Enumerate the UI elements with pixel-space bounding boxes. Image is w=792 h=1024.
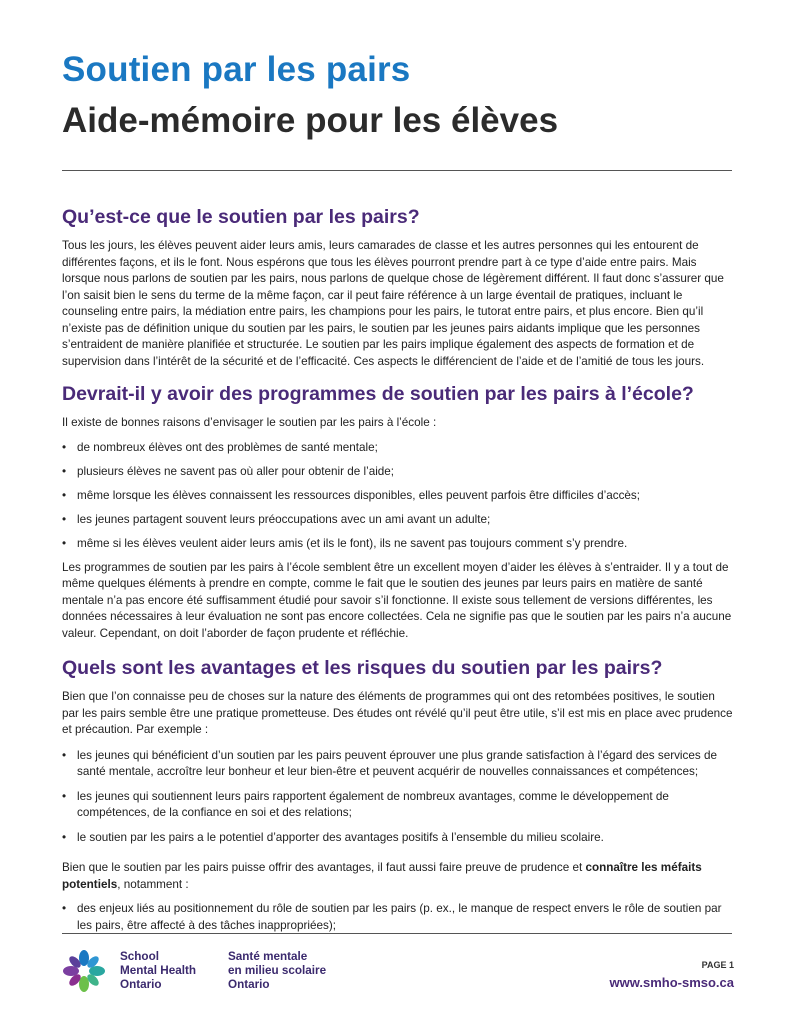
benefits-list [62,748,734,847]
list-item: • des enjeux liés au positionnement du rôle de soutien par les pairs (p. ex., le manque de respect envers le rôle de soutien par les pairs, être affecté à des tâches inappropriées); [62,902,722,932]
list-item: • même si les élèves veulent aider leurs amis (et ils le font), ils ne savent pas toujours comment s’y prendre. [62,536,734,553]
bullet: • [62,902,67,915]
section-heading: Devrait-il y avoir des programmes de soutien par les pairs à l’école? [62,383,694,405]
bullet: • [62,440,67,454]
page-subtitle: Aide-mémoire pour les élèves [62,101,559,140]
section-school-programs [62,382,734,642]
section-heading: Qu’est-ce que le soutien par les pairs? [62,206,420,228]
smho-logo-icon [62,949,106,993]
bullet: • [62,512,67,526]
footer [62,947,734,997]
bullet: • [62,536,67,550]
website-link[interactable]: www.smho-smso.ca [609,975,734,990]
bullet: • [62,464,67,478]
list-item: • même lorsque les élèves connaissent les ressources disponibles, elles peuvent parfois être difficiles d’accès; [62,488,734,505]
header-divider [62,170,732,171]
risks-list [62,901,734,934]
section-what-is-peer-support [62,205,734,370]
section-intro: Bien que l’on connaisse peu de choses sur la nature des éléments de programmes qui ont des retombées positives, le soutien par les pairs semble être une pratique prometteuse. Des études ont révélé qu’il peut être utile, s’il est mis en place avec prudence et précaution. Par exemple : [62,690,733,736]
risks-intro: Bien que le soutien par les pairs puisse offrir des avantages, il faut aussi faire preuve de prudence et connaître les méfaits potentiels, notamment : [62,861,702,891]
list-item: • les jeunes qui soutiennent leurs pairs rapportent également de nombreux avantages, comme le développement de compétences, de la confiance en soi et des relations; [62,789,669,819]
section-benefits-risks [62,656,734,934]
bullet: • [62,830,67,844]
main-content [62,205,734,934]
section-heading: Quels sont les avantages et les risques du soutien par les pairs? [62,657,663,679]
section-paragraph: Tous les jours, les élèves peuvent aider leurs amis, leurs camarades de classe et les autres personnes qui les entourent de différentes façons, et ils le font. Nous espérons que tous les élèves pourront prendre part à ce type d’aide entre pairs. Mais lorsque nous parlons de soutien par les pairs, nous parlons de quelque chose de légèrement différent. Il faut donc s’assurer que l’on saisit bien le sens du terme de la même façon, car il peut faire référence à un large éventail de pratiques, incluant le counseling entre pairs, la médiation entre pairs, les champions pour les pairs, le tutorat entre pairs, et plus encore. Bien qu’il n’existe pas de définition unique du soutien par les pairs, le soutien par les jeunes pairs aidants implique que les personnes s’entraident de manière planifiée et structurée. Le soutien par les pairs implique également des aspects de formation et de supervision dans l’intérêt de la sécurité et de l’efficacité. Ces aspects le différencient de l’aide et de l’amitié de tous les jours. [62,239,724,368]
footer-divider [62,933,732,934]
list-item: • les jeunes partagent souvent leurs préoccupations avec un ami avant un adulte; [62,512,734,529]
page-title: Soutien par les pairs [62,50,411,89]
bullet: • [62,789,67,803]
bullet: • [62,748,67,762]
org-name-english: School Mental Health Ontario [120,950,196,991]
reasons-list [62,440,734,553]
harms-emphasis: connaître les méfaits potentiels [62,861,702,891]
org-name-french: Santé mentale en milieu scolaire Ontario [228,950,327,991]
list-item: • plusieurs élèves ne savent pas où aller pour obtenir de l’aide; [62,464,734,481]
page-number: PAGE 1 [701,960,734,970]
list-item: • de nombreux élèves ont des problèmes de santé mentale; [62,440,734,457]
list-item: • le soutien par les pairs a le potentiel d’apporter des avantages positifs à l’ensemble du milieu scolaire. [62,830,734,847]
bullet: • [62,488,67,502]
list-item: • les jeunes qui bénéficient d’un soutien par les pairs peuvent éprouver une plus grande satisfaction à l’égard des services de santé mentale, accroître leur bonheur et leur bien-être et peuvent acquérir de nouvelles connaissances et compétences; [62,748,717,778]
section-paragraph: Les programmes de soutien par les pairs à l’école semblent être un excellent moyen d’aider les élèves à s’entraider. Il y a tout de même quelques éléments à prendre en compte, comme le fait que le soutien des jeunes par leurs pairs en matière de santé mentale n’a pas encore été suffisamment étudié pour savoir s’il fonctionne. Il existe sous tellement de versions différentes, les données nécessaires à leur évaluation ne sont pas encore collectées. Cela ne signifie pas que le soutien par les pairs n’a aucune valeur. Cependant, on doit l’aborder de façon prudente et réfléchie. [62,560,732,640]
section-intro: Il existe de bonnes raisons d’envisager le soutien par les pairs à l’école : [62,416,437,429]
